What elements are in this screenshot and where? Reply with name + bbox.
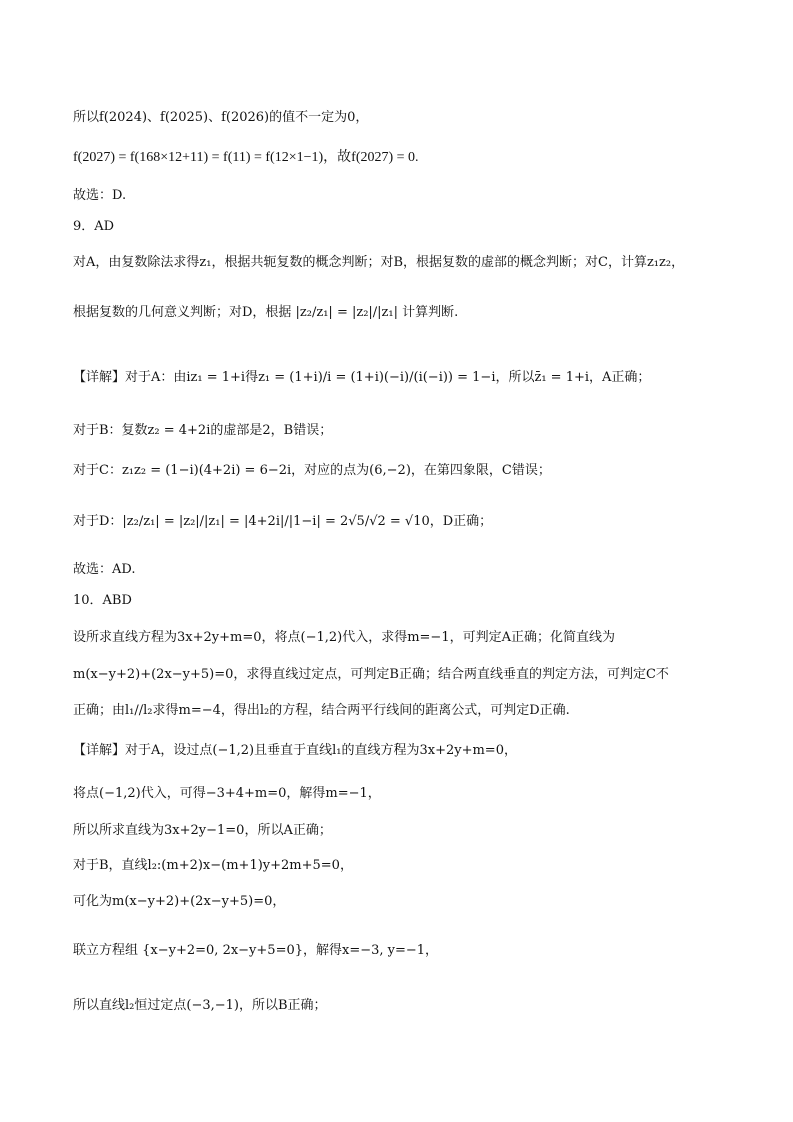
text-line-13: 设所求直线方程为3x+2y+m=0，将点(−1,2)代入，求得m=−1，可判定A正确；化简直线为 bbox=[73, 630, 615, 645]
text-line-11: 故选：AD. bbox=[73, 562, 136, 577]
text-line-9: 对于C：z₁z₂ = (1−i)(4+2i) = 6−2i，对应的点为(6,−2)，在第四象限，C错误； bbox=[73, 463, 551, 478]
text-line-21: 联立方程组 {x−y+2=0, 2x−y+5=0}，解得x=−3, y=−1， bbox=[73, 943, 439, 958]
text-line-19: 对于B，直线l₂:(m+2)x−(m+1)y+2m+5=0， bbox=[73, 858, 353, 873]
text-line-1: 所以f(2024)、f(2025)、f(2026)的值不一定为0， bbox=[73, 110, 369, 125]
text-line-22: 所以直线l₂恒过定点(−3,−1)，所以B正确； bbox=[73, 998, 327, 1013]
text-line-2: f(2027) = f(168×12+11) = f(11) = f(12×1−1)，故f(2027) = 0. bbox=[73, 150, 419, 165]
text-line-18: 所以所求直线为3x+2y−1=0，所以A正确； bbox=[73, 823, 332, 838]
text-line-17: 将点(−1,2)代入，可得−3+4+m=0，解得m=−1， bbox=[73, 786, 381, 801]
problem-9-answer: 9．AD bbox=[73, 219, 115, 234]
problem-10-answer: 10．ABD bbox=[73, 593, 132, 608]
text-line-10: 对于D：|z₂/z₁| = |z₂|/|z₁| = |4+2i|/|1−i| = 2√5/√2 = √10，D正确； bbox=[73, 514, 493, 529]
text-line-14: m(x−y+2)+(2x−y+5)=0，求得直线过定点，可判定B正确；结合两直线垂直的判定方法，可判定C不 bbox=[73, 667, 669, 682]
text-line-3: 故选：D. bbox=[73, 188, 127, 203]
text-line-6: 根据复数的几何意义判断；对D，根据 |z₂/z₁| = |z₂|/|z₁| 计算判断. bbox=[73, 305, 459, 320]
text-line-7: 【详解】对于A：由iz₁ = 1+i得z₁ = (1+i)/i = (1+i)(−i)/(i(−i)) = 1−i，所以z̄₁ = 1+i，A正确； bbox=[73, 370, 651, 385]
text-line-5: 对A，由复数除法求得z₁，根据共轭复数的概念判断；对B，根据复数的虚部的概念判断；对C，计算z₁z₂， bbox=[73, 255, 685, 270]
text-line-8: 对于B：复数z₂ = 4+2i的虚部是2，B错误； bbox=[73, 423, 333, 438]
text-line-16: 【详解】对于A，设过点(−1,2)且垂直于直线l₁的直线方程为3x+2y+m=0， bbox=[73, 743, 517, 758]
text-line-20: 可化为m(x−y+2)+(2x−y+5)=0， bbox=[73, 894, 286, 909]
text-line-15: 正确；由l₁//l₂求得m=−4，得出l₂的方程，结合两平行线间的距离公式，可判定D正确. bbox=[73, 703, 570, 718]
